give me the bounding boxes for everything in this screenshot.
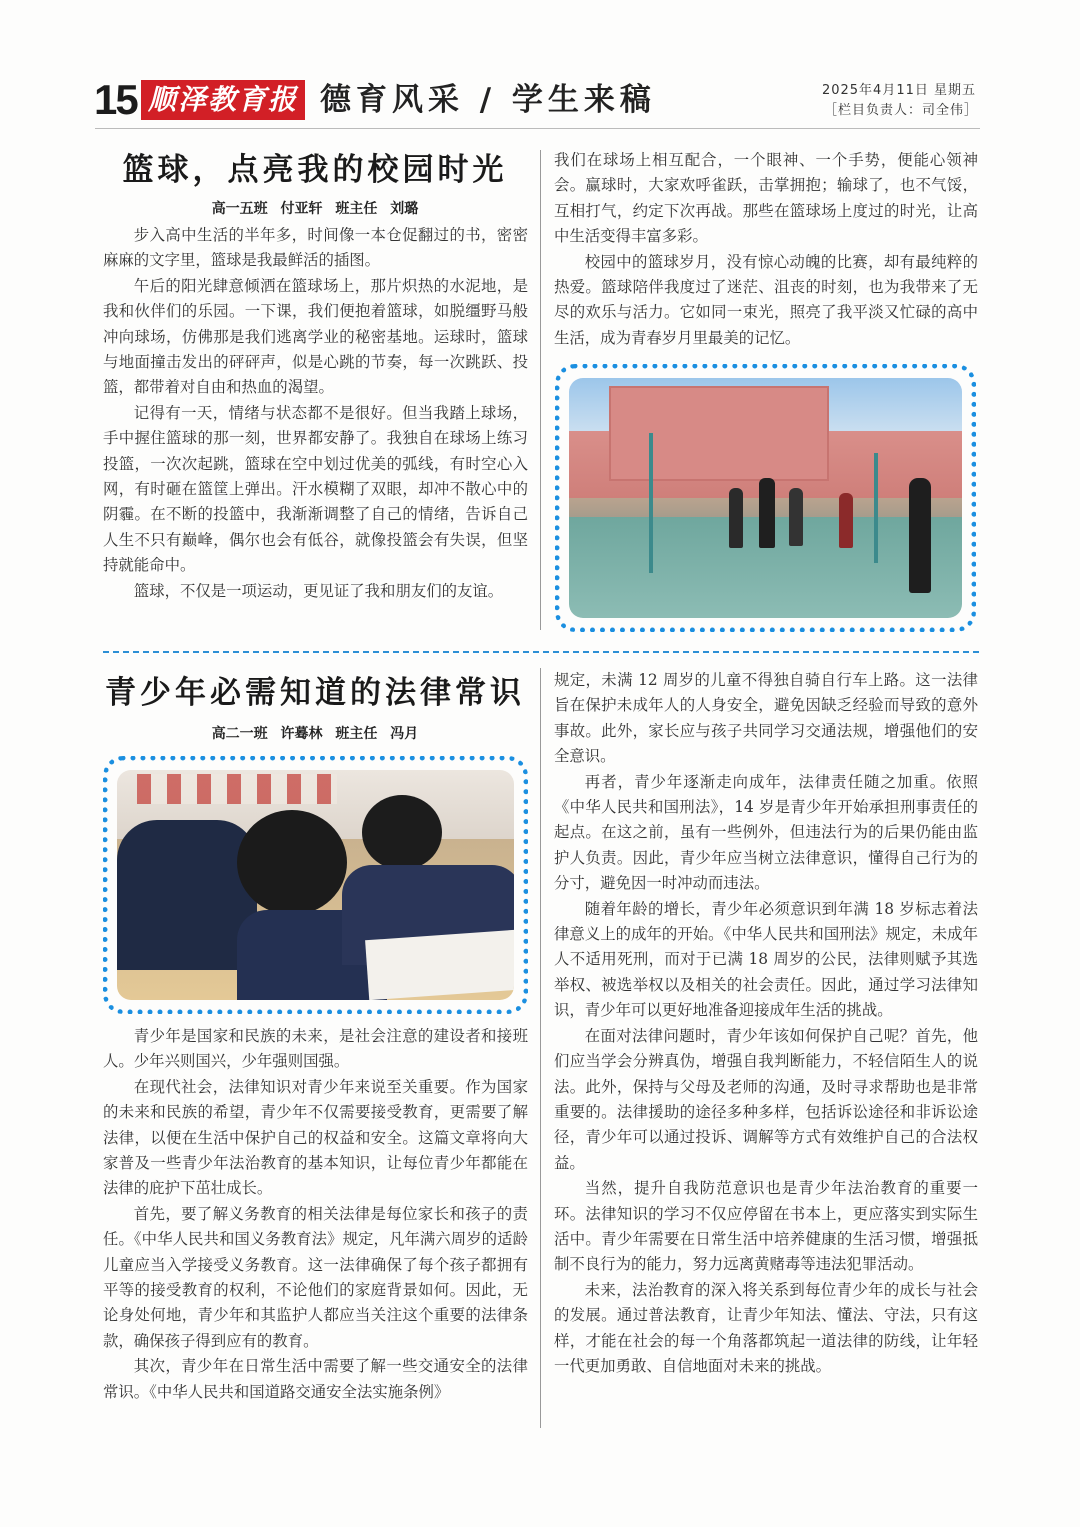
article2-right-column: [554, 668, 978, 1379]
article2-left-column: [103, 1024, 528, 1405]
basketball-court-photo: [569, 378, 962, 618]
article2-byline: 高二一班 许蓦林 班主任 冯月: [211, 726, 419, 742]
paragraph: 当然，提升自我防范意识也是青少年法治教育的重要一环。法律知识的学习不仅应停留在书本上，更应落实到实际生活中。青少年需要在日常生活中培养健康的生活习惯，增强抵制不良行为的能力，努力远离黄赌毒等违法犯罪活动。: [554, 1179, 978, 1274]
basketball-photo-frame: [555, 364, 976, 632]
section-title: 德育风采 / 学生来稿: [320, 82, 656, 118]
paragraph: 校园中的篮球岁月，没有惊心动魄的比赛，却有最纯粹的热爱。篮球陪伴我度过了迷茫、沮丧的时刻，也为我带来了无尽的欢乐与活力。它如同一束光，照亮了我平淡又忙碌的高中生活，成为青春岁月里最美的记忆。: [554, 252, 978, 347]
paragraph: 在现代社会，法律知识对青少年来说至关重要。作为国家的未来和民族的希望，青少年不仅需要接受教育，更需要了解法律，以便在生活中保护自己的权益和安全。这篇文章将向大家普及一些青少年法治教育的基本知识，让每位青少年都能在法律的庇护下茁壮成长。: [103, 1077, 528, 1198]
student-head: [362, 795, 442, 870]
paragraph: 我们在球场上相互配合，一个眼神、一个手势，便能心领神会。赢球时，大家欢呼雀跃，击掌拥抱；输球了，也不气馁，互相打气，约定下次再战。那些在篮球场上度过的时光，让高中生活变得丰富多彩。: [554, 151, 978, 246]
wall-posters: [137, 774, 337, 804]
column-divider: [540, 150, 541, 630]
paragraph: 未来，法治教育的深入将关系到每位青少年的成长与社会的发展。通过普法教育，让青少年知法、懂法、守法，只有这样，才能在社会的每一个角落都筑起一道法律的防线，让年轻一代更加勇敢、自信地面对未来的挑战。: [554, 1280, 978, 1375]
article1-left-column: [103, 223, 528, 604]
paragraph: 规定，未满 12 周岁的儿童不得独自骑自行车上路。这一法律旨在保护未成年人的人身安全，避免因缺乏经验而导致的意外事故。此外，家长应与孩子共同学习交通法规，增强他们的安全意识。: [554, 671, 978, 766]
masthead-logo: 顺泽教育报: [141, 80, 305, 120]
paragraph: 记得有一天，情绪与状态都不是很好。但当我踏上球场，手中握住篮球的那一刻，世界都安静了。我独自在球场上练习投篮，一次次起跳，篮球在空中划过优美的弧线，有时空心入网，有时砸在篮筐上弹出。汗水模糊了双眼，却冲不散心中的阴霾。在不断的投篮中，我渐渐调整了自己的情绪，告诉自己人生不只有巅峰，偶尔也会有低谷，就像投篮会有失误，但坚持就能命中。: [103, 403, 528, 575]
student-head: [237, 810, 347, 915]
article1-title: 篮球，点亮我的校园时光: [122, 152, 508, 188]
article1-right-column: [554, 148, 978, 351]
article1-byline: 高一五班 付亚轩 班主任 刘璐: [211, 201, 419, 217]
paragraph: 随着年龄的增长，青少年必须意识到年满 18 岁标志着法律意义上的成年的开始。《中华人民共和国刑法》规定，未成年人不适用死刑，而对于已满 18 周岁的公民，法律则赋予其选举权、被选举权以及相关的社会责任。因此，通过学习法律知识，青少年可以更好地准备迎接成年生活的挑战。: [554, 899, 978, 1020]
paragraph: 在面对法律问题时，青少年该如何保护自己呢？首先，他们应当学会分辨真伪，增强自我判断能力，不轻信陌生人的说法。此外，保持与父母及老师的沟通，及时寻求帮助也是非常重要的。法律援助的途径多种多样，包括诉讼途径和非诉讼途径，青少年可以通过投诉、调解等方式有效维护自己的合法权益。: [554, 1026, 978, 1172]
school-building: [609, 386, 829, 481]
paragraph: 首先，要了解义务教育的相关法律是每位家长和孩子的责任。《中华人民共和国义务教育法》规定，凡年满六周岁的适龄儿童应当入学接受义务教育。这一法律确保了每个孩子都拥有平等的接受教育的权利，不论他们的家庭背景如何。因此，无论身处何地，青少年和其监护人都应当关注这个重要的法律条款，确保孩子得到应有的教育。: [103, 1204, 528, 1350]
basket-pole: [649, 433, 653, 573]
paragraph: 午后的阳光肆意倾洒在篮球场上，那片炽热的水泥地，是我和伙伴们的乐园。一下课，我们便抱着篮球，如脱缰野马般冲向球场，仿佛那是我们逃离学业的秘密基地。运球时，篮球与地面撞击发出的砰砰声，似是心跳的节奏，每一次跳跃、投篮，都带着对自由和热血的渴望。: [103, 276, 528, 397]
players: [729, 478, 859, 548]
basket-pole: [874, 453, 878, 563]
article2-title: 青少年必需知道的法律常识: [105, 675, 525, 711]
student: [117, 820, 257, 970]
column-divider: [540, 668, 541, 1428]
header-divider: [95, 128, 980, 129]
column-editor: ［栏目负责人：司全伟］: [823, 103, 978, 118]
paragraph: 步入高中生活的半年多，时间像一本仓促翻过的书，密密麻麻的文字里，篮球是我最鲜活的插图。: [103, 226, 528, 270]
paragraph: 再者，青少年逐渐走向成年，法律责任随之加重。依照《中华人民共和国刑法》，14 岁是青少年开始承担刑事责任的起点。在这之前，虽有一些例外，但违法行为的后果仍能由监护人负责。因此，青少年应当树立法律意识，懂得自己行为的分寸，避免因一时冲动而违法。: [554, 772, 978, 893]
page-number: 15: [94, 76, 137, 123]
player: [909, 478, 931, 593]
classroom-photo: [117, 770, 514, 1000]
issue-date: 2025年4月11日 星期五: [821, 83, 976, 98]
classroom-photo-frame: [103, 756, 528, 1014]
paper: [365, 930, 514, 1000]
paragraph: 其次，青少年在日常生活中需要了解一些交通安全的法律常识。《中华人民共和国道路交通安全法实施条例》: [103, 1357, 528, 1401]
article-separator: [103, 651, 979, 653]
paragraph: 青少年是国家和民族的未来，是社会注意的建设者和接班人。少年兴则国兴，少年强则国强。: [103, 1027, 528, 1071]
paragraph: 篮球，不仅是一项运动，更见证了我和朋友们的友谊。: [133, 581, 504, 600]
